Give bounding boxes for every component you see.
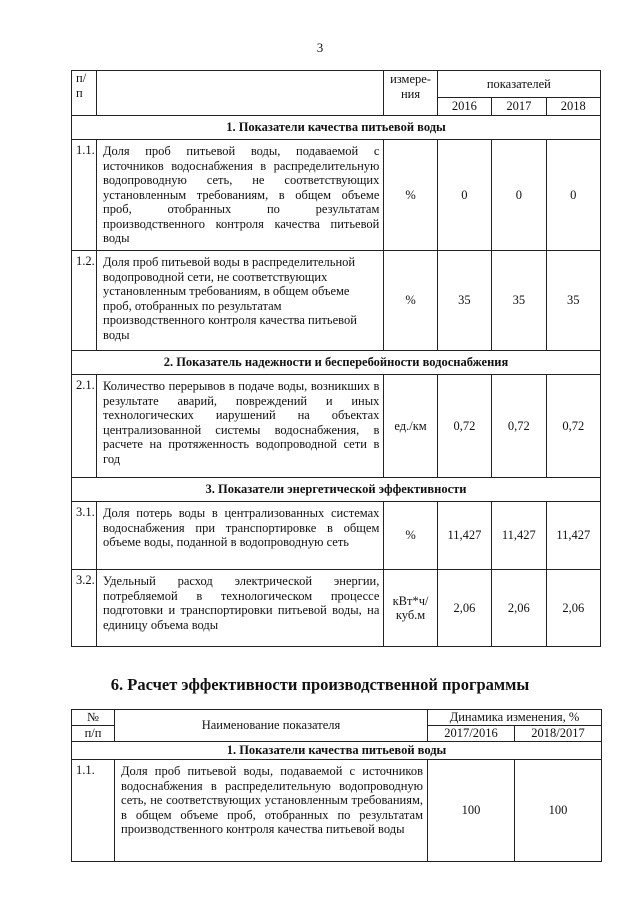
efficiency-table [71,709,602,862]
page-number: 3 [316,40,324,55]
row-value: 0 [546,140,600,251]
row-value: 11,427 [546,502,600,570]
row-unit: % [384,140,437,251]
header-indicators: показателей [437,71,600,98]
section-title: 3. Показатели энергетической эффективности [72,478,601,502]
row-unit: % [384,502,437,570]
table-row [72,375,601,478]
row-number: 2.1. [72,375,97,478]
row-value: 0 [437,140,491,251]
row-unit: % [384,251,437,351]
header-period: 2017/2016 [428,726,515,742]
row-value: 11,427 [492,502,546,570]
section-title: 2. Показатель надежности и бесперебойности водоснабжения [72,351,601,375]
row-value: 35 [492,251,546,351]
header-period: 2018/2017 [515,726,602,742]
row-number: 3.2. [72,570,97,647]
row-value: 35 [546,251,600,351]
row-description: Доля проб питьевой воды в распределительной водопроводной сети, не соответствующих установленным требованиям, в общем объеме проб, отобранных по результатам производственного контроля качества питьевой воды [97,251,384,351]
row-value: 0 [492,140,546,251]
row-description: Доля проб питьевой воды, подаваемой с источников водоснабжения в распределительную водопроводную сеть, не соответствующих установленным требованиям, в общем объеме проб, отобранных по результатам производственного контроля качества питьевой воды [97,140,384,251]
header-dynamics: Динамика изменения, % [428,710,602,726]
row-unit: ед./км [384,375,437,478]
row-value: 35 [437,251,491,351]
row-value: 100 [428,760,515,862]
section-title: 1. Показатели качества питьевой воды [72,742,602,760]
row-number: 1.1. [72,760,115,862]
section-heading: 6. Расчет эффективности производственной программы [110,675,530,694]
header-name-blank [97,71,384,116]
row-value: 0,72 [437,375,491,478]
header-year: 2018 [546,98,600,116]
header-name: Наименование показателя [115,710,428,742]
table-row [72,570,601,647]
header-pp: п/п [72,726,115,742]
indicators-table [71,70,601,647]
row-value: 11,427 [437,502,491,570]
row-number: 1.1. [72,140,97,251]
row-value: 2,06 [492,570,546,647]
row-value: 100 [515,760,602,862]
row-value: 2,06 [437,570,491,647]
header-year: 2017 [492,98,546,116]
header-year: 2016 [437,98,491,116]
section-title: 1. Показатели качества питьевой воды [72,116,601,140]
table-row [72,502,601,570]
row-value: 0,72 [492,375,546,478]
header-pp: п/п [72,71,97,116]
row-description: Доля проб питьевой воды, подаваемой с источников водоснабжения в распределительную водопроводную сеть, не соответствующих установленным требованиям, в общем объеме проб, отобранных по результатам производственного контроля качества питьевой воды [115,760,428,862]
row-number: 1.2. [72,251,97,351]
row-description: Доля потерь воды в централизованных системах водоснабжения при транспортировке в общем объеме воды, поданной в водопроводную сеть [97,502,384,570]
header-unit: измере- ния [384,71,437,116]
row-description: Количество перерывов в подаче воды, возникших в результате аварий, повреждений и иных технологических иарушений на объектах централизованной системы водоснабжения, в расчете на протяженность водопроводной сети в год [97,375,384,478]
row-value: 0,72 [546,375,600,478]
row-unit: кВт*ч/ куб.м [384,570,437,647]
row-value: 2,06 [546,570,600,647]
table-row [72,251,601,351]
row-number: 3.1. [72,502,97,570]
header-no: № [72,710,115,726]
table-row [72,760,602,862]
row-description: Удельный расход электрической энергии, потребляемой в технологическом процессе подготовки и транспортировки питьевой воды, на единицу объема воды [97,570,384,647]
table-row [72,140,601,251]
